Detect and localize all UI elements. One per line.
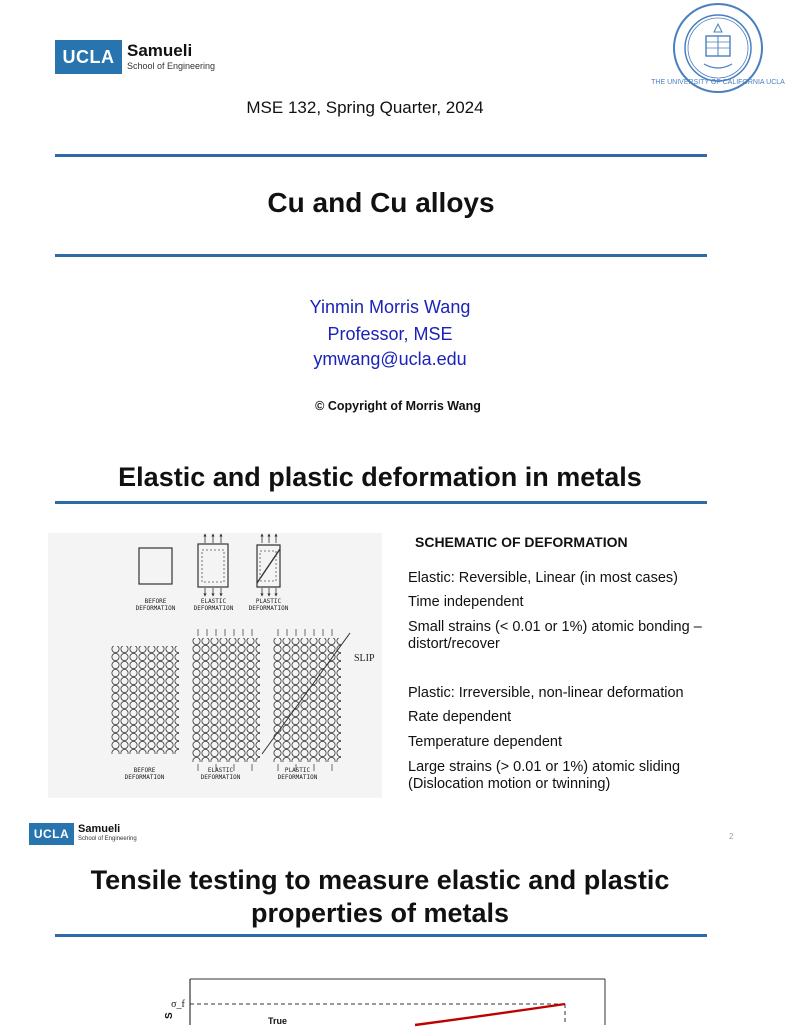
label-before-bottom: BEFORE DEFORMATION [124,767,165,781]
slide-title: Tensile testing to measure elastic and plastic properties of metals [90,865,670,928]
label-plastic-top: PLASTIC DEFORMATION [248,598,289,612]
bottom-rule [55,254,707,257]
author-role: Professor, MSE [327,324,453,344]
samueli-wordmark: Samueli [127,41,193,60]
label-plastic-bottom: PLASTIC DEFORMATION [277,767,318,781]
copyright: © Copyright of Morris Wang [315,399,481,413]
before-lattice [111,646,179,754]
ucla-logo-small [29,823,149,845]
plastic-bullet-0: Plastic: Irreversible, non-linear deformation [408,685,684,701]
label-slip: SLIP [354,653,375,664]
seal-icon [651,2,785,94]
deformation-figure [48,533,382,798]
sigma-f-label: σ_f [171,999,185,1010]
slide-title: Cu and Cu alloys [267,187,495,218]
elastic-bullet-0: Elastic: Reversible, Linear (in most cases) [408,570,678,586]
elastic-bullet-2: Small strains (< 0.01 or 1%) atomic bonding – distort/recover [408,619,702,652]
title-rule [55,501,707,504]
label-elastic-top: ELASTIC DEFORMATION [193,598,234,612]
before-square [139,548,172,584]
plastic-bullet-3: Large strains (> 0.01 or 1%) atomic sliding (Dislocation motion or twinning) [408,759,681,792]
author-name: Yinmin Morris Wang [309,297,471,317]
ucla-wordmark: UCLA [55,40,122,74]
title-rule [55,934,707,937]
ucla-logo [55,40,225,74]
page-number: 2 [729,832,734,841]
elastic-lattice [192,638,260,762]
schematic-heading: SCHEMATIC OF DEFORMATION [415,534,628,550]
label-before-top: BEFORE DEFORMATION [135,598,176,612]
school-wordmark: School of Engineering [78,836,137,842]
slide-title: Elastic and plastic deformation in metals [118,462,642,492]
school-wordmark: School of Engineering [127,61,216,71]
plastic-lattice [273,638,341,762]
samueli-wordmark: Samueli [78,823,121,835]
axis-letter: S [164,1012,175,1019]
plastic-bullet-1: Rate dependent [408,709,512,725]
label-elastic-bottom: ELASTIC DEFORMATION [200,767,241,781]
elastic-rect [198,544,228,587]
top-rule [55,154,707,157]
plastic-bullet-2: Temperature dependent [408,734,562,750]
course-label: MSE 132, Spring Quarter, 2024 [246,98,484,117]
true-label: True [268,1016,288,1026]
elastic-bullet-1: Time independent [408,594,524,610]
slide-1 [0,0,785,430]
university-seal [651,2,785,94]
stress-strain-chart [150,975,620,1025]
ucla-wordmark: UCLA [29,823,74,845]
true-stress-curve [415,1004,565,1025]
seal-text: THE UNIVERSITY OF CALIFORNIA UCLA [651,79,785,86]
slide-3 [0,815,768,1024]
author-email: ymwang@ucla.edu [313,349,467,369]
